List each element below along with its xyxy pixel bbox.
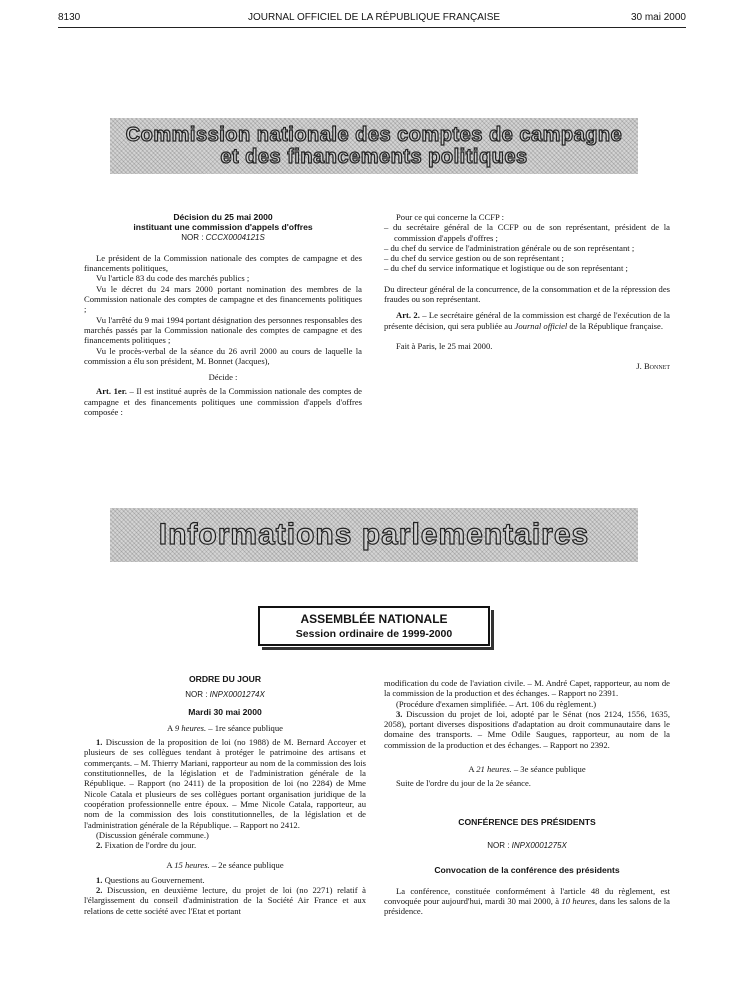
item-text: Fixation de l'ordre du jour. (102, 840, 197, 851)
heading-suffix: – 2e séance publique (209, 860, 284, 871)
ccfp-item: – du chef du service informatique et logistique ou de son représentant ; (384, 263, 628, 274)
heading-suffix: – 1re séance publique (206, 722, 283, 733)
fait-a-paris: Fait à Paris, le 25 mai 2000. (396, 340, 493, 351)
item-number: 3. (396, 708, 403, 719)
ordre-right-column (384, 678, 670, 916)
conference-text (384, 886, 670, 917)
session-time: 9 heures. (174, 722, 207, 733)
ordre-nor (84, 690, 366, 700)
journal-officiel: Journal officiel (514, 320, 568, 331)
nor-label: NOR : (181, 232, 204, 242)
header-rule (58, 27, 686, 28)
session-time: 21 heures. (476, 764, 512, 775)
decision-title-2: instituant une commission d'appels d'offres (133, 222, 313, 233)
item-text: Discussion, en deuxième lecture, du projet de loi (no 2271) relatif à l'élargissement du conseil d'administration de la Société Air France et aux relations de cette société avec l'Etat et portant (84, 885, 366, 916)
item-number: 2. (96, 885, 103, 896)
informations-banner: Informations parlementaires (110, 508, 638, 562)
item-number: 1. (96, 737, 103, 748)
decision-paragraph: Vu le décret du 24 mars 2000 portant nomination des membres de la Commission nationale des comptes de campagne et des financements politiques ; (84, 283, 362, 315)
session-1-item-1 (84, 737, 366, 830)
commission-banner (110, 118, 638, 174)
session-2-item-2 (84, 885, 366, 916)
session-3-heading (384, 764, 670, 774)
decide: Décide : (208, 372, 238, 383)
item-text: Discussion du projet de loi, adopté par le Sénat (nos 2124, 1556, 1635, 2058), portant diverses dispositions d'adaptation au droit communautaire dans le domaine des transports. – Mme Odile Saugues, rapporteur, au nom de la commission de la production et des échanges. – Rapport no 2392. (384, 708, 670, 750)
directeur: Du directeur général de la concurrence, de la consommation et de la répression des fraudes ou son représentant. (384, 283, 670, 305)
decision-nor (84, 233, 362, 243)
article-2-text: – Le secrétaire général de la commission est chargé de l'exécution de la présente décision, qui sera publiée au (384, 310, 670, 331)
heading-prefix: A (166, 860, 175, 871)
item-text: Questions au Gouvernement. (102, 874, 205, 885)
heading-suffix: – 3e séance publique (511, 764, 586, 775)
ccfp-item: – du secrétaire général de la CCFP ou de son représentant, président de la commission d'appels d'offres ; (384, 222, 670, 243)
decision-paragraph: Vu le procès-verbal de la séance du 26 avril 2000 au cours de laquelle la commission a élu son président, M. Bonnet (Jacques), (84, 345, 362, 366)
nor-code: CCCX0004121S (205, 232, 265, 242)
nor-label: NOR : (185, 690, 208, 700)
article-2-label: Art. 2. (396, 310, 420, 321)
session-time: 15 heures. (174, 860, 210, 871)
heading-prefix: A (167, 722, 175, 733)
heading-prefix: A (468, 764, 477, 775)
conference-title: CONFÉRENCE DES PRÉSIDENTS (458, 816, 596, 827)
session-2-item-1 (84, 875, 366, 885)
conference-subtitle: Convocation de la conférence des présidents (434, 865, 620, 876)
ccfp-item: – du chef du service gestion ou de son représentant ; (384, 253, 564, 264)
session-1-note: (Discussion générale commune.) (96, 829, 209, 840)
conference-time: 10 heures (561, 895, 595, 906)
banner-line-2: et des financements politiques (220, 146, 528, 168)
session-1-item-2 (84, 840, 366, 850)
session-title: Session ordinaire de 1999-2000 (295, 628, 453, 640)
session-2-heading (84, 860, 366, 870)
session-3-text: Suite de l'ordre du jour de la 2e séance. (396, 778, 531, 789)
journal-title: JOURNAL OFFICIEL DE LA RÉPUBLIQUE FRANÇAISE (247, 12, 501, 23)
article-2 (384, 310, 670, 331)
conference-nor (384, 841, 670, 851)
header-date: 30 mai 2000 (630, 12, 686, 23)
conference-text-end: , dans les salons de la présidence. (384, 895, 670, 917)
page-number: 8130 (58, 12, 81, 23)
ccfp-intro: Pour ce qui concerne la CCFP : (396, 212, 505, 222)
ccfp-item: – du chef du service de l'administration générale ou de son représentant ; (384, 242, 635, 253)
conference-text-start: La conférence, constituée conformément à l'article 48 du règlement, est convoquée pour aujourd'hui, mardi 30 mai 2000, à (384, 885, 670, 906)
session-2-note: (Procédure d'examen simplifiée. – Art. 106 du règlement.) (396, 698, 597, 709)
ordre-title: ORDRE DU JOUR (188, 674, 262, 684)
nor-code: INPX0001275X (511, 840, 567, 850)
session-2-item-2-continued: modification du code de l'aviation civile. – M. André Capet, rapporteur, au nom de la commission de la production et des échanges. – Rapport no 2391. (384, 678, 670, 699)
decision-title-1: Décision du 25 mai 2000 (173, 212, 273, 222)
nor-label: NOR : (487, 840, 510, 850)
decision-paragraph: Vu l'arrêté du 9 mai 1994 portant désignation des personnes responsables des marchés passés par la Commission nationale des comptes de campagne et des financements politiques ; (84, 314, 362, 346)
article-1-label: Art. 1er. (96, 386, 127, 397)
ordre-date: Mardi 30 mai 2000 (188, 706, 262, 717)
article-2-text-end: de la République française. (567, 320, 663, 331)
banner-line-1: Commission nationale des comptes de campagne (125, 124, 623, 146)
decision-left-column (84, 212, 362, 417)
item-number: 2. (96, 840, 103, 851)
item-text: Discussion de la proposition de loi (no 1988) de M. Bernard Accoyer et plusieurs de ses collègues tendant à protéger le patrimoine des artisans et commerçants. – M. Thierry Mariani, rapporteur au nom de la commission des lois constitutionnelles, de la législation et de l'administration générale de la République. – Rapport (no 2411) de la proposition de loi (no 2284) de Mme Nicole Catala et plusieurs de ses collègues portant organisation juridique de la coopération professionnelle entre époux. – Mme Nicole Catala, rapporteur, au nom de la commission des lois constitutionnelles, de la législation et de l'administration générale de la République. – Rapport no 2412. (84, 737, 366, 830)
nor-code: INPX0001274X (209, 690, 265, 700)
ordre-left-column (84, 674, 366, 916)
decision-paragraph: Le président de la Commission nationale des comptes de campagne et des financements politiques, (84, 252, 362, 274)
article-1 (84, 386, 362, 417)
session-1-heading (84, 723, 366, 733)
assemblee-title: ASSEMBLÉE NATIONALE (300, 612, 448, 626)
item-number: 1. (96, 874, 103, 885)
article-1-text: – Il est institué auprès de la Commission nationale des comptes de campagne et des financements politiques une commission d'appels d'offres composée : (84, 386, 363, 418)
signature: J. Bonnet (636, 361, 670, 372)
assemblee-box (258, 606, 490, 646)
decision-right-column (384, 212, 670, 372)
session-2-item-3 (384, 709, 670, 750)
decision-paragraph: Vu l'article 83 du code des marchés publics ; (96, 273, 250, 284)
